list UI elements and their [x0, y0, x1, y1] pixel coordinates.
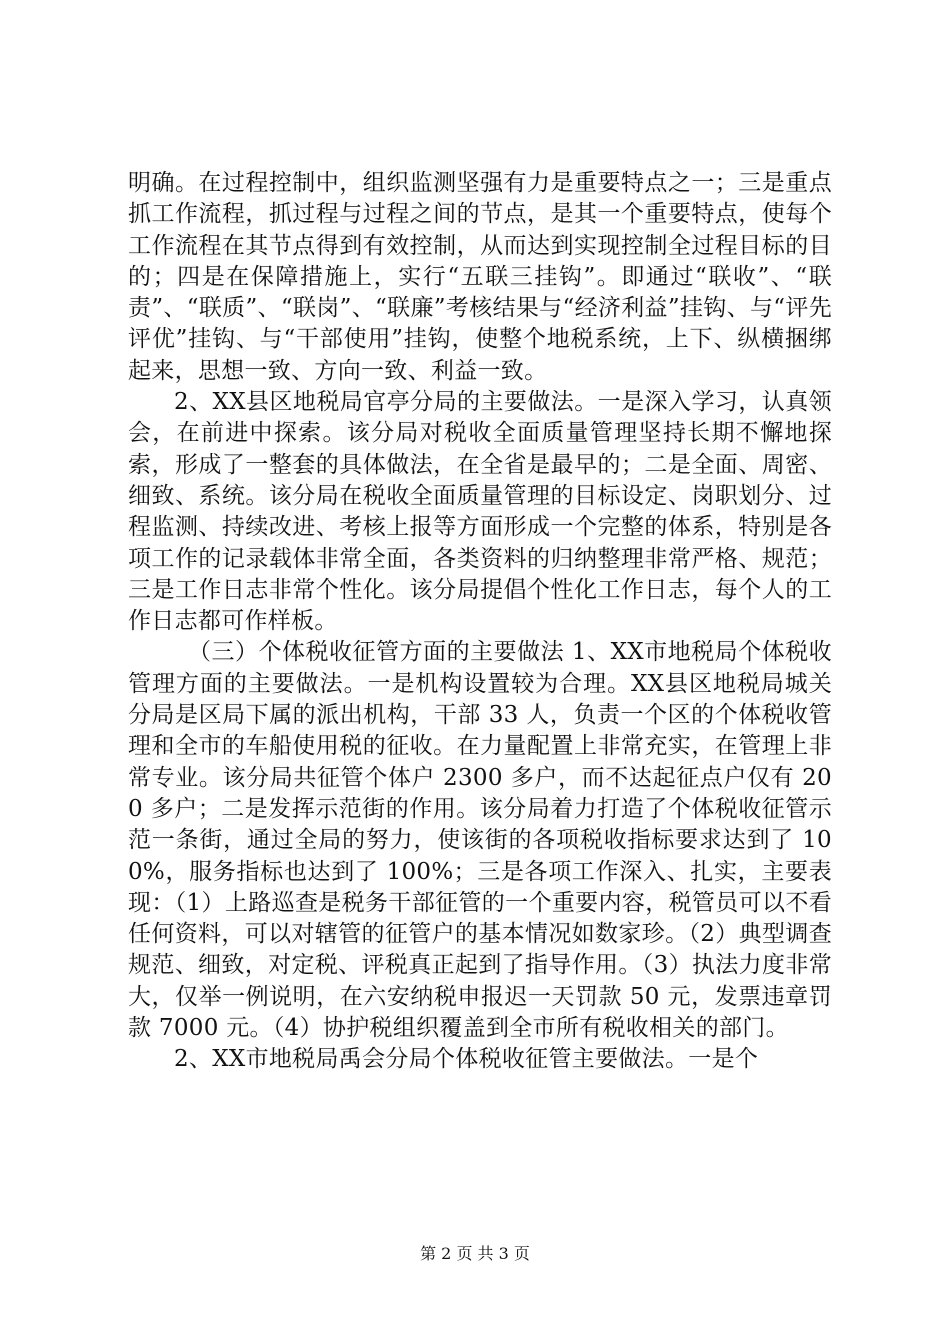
- paragraph: 明确。在过程控制中，组织监测坚强有力是重要特点之一；三是重点抓工作流程，抓过程与过程之间的节点，是其一个重要特点，使每个工作流程在其节点得到有效控制，从而达到实现控制全过程目标的目的；四是在保障措施上，实行“五联三挂钩”。即通过“联收”、“联责”、“联质”、“联岗”、“联廉”考核结果与“经济利益”挂钩、与“评先评优”挂钩、与“干部使用”挂钩，使整个地税系统，上下、纵横捆绑起来，思想一致、方向一致、利益一致。: [128, 170, 832, 384]
- page-number-label: 第 2 页 共 3 页: [420, 1244, 530, 1263]
- paragraph: （三）个体税收征管方面的主要做法 1、XX市地税局个体税收管理方面的主要做法。一是机构设置较为合理。XX县区地税局城关分局是区局下属的派出机构，干部 33 人，负责一个区的个体税收管理和全市的车船使用税的征收。在力量配置上非常充实，在管理上非常专业。该分局共征管个体户 2300 多户，而不达起征点户仅有 200 多户；二是发挥示范街的作用。该分局着力打造了个体税收征管示范一条街，通过全局的努力，使该街的各项税收指标要求达到了 100%，服务指标也达到了 100%；三是各项工作深入、扎实，主要表现：（1）上路巡查是税务干部征管的一个重要内容，税管员可以不看任何资料，可以对辖管的征管户的基本情况如数家珍。（2）典型调查规范、细致，对定税、评税真正起到了指导作用。（3）执法力度非常大，仅举一例说明，在六安纳税申报迟一天罚款 50 元，发票违章罚款 7000 元。（4）协护税组织覆盖到全市所有税收相关的部门。: [128, 639, 832, 1042]
- page-footer: [0, 1244, 950, 1264]
- document-body: [128, 168, 832, 1076]
- paragraph: 2、XX市地税局禹会分局个体税收征管主要做法。一是个: [174, 1046, 759, 1073]
- paragraph: 2、XX县区地税局官亭分局的主要做法。一是深入学习，认真领会，在前进中探索。该分局对税收全面质量管理坚持长期不懈地探索，形成了一整套的具体做法，在全省是最早的；二是全面、周密、细致、系统。该分局在税收全面质量管理的目标设定、岗职划分、过程监测、持续改进、考核上报等方面形成一个完整的体系，特别是各项工作的记录载体非常全面，各类资料的归纳整理非常严格、规范；三是工作日志非常个性化。该分局提倡个性化工作日志，每个人的工作日志都可作样板。: [128, 389, 832, 635]
